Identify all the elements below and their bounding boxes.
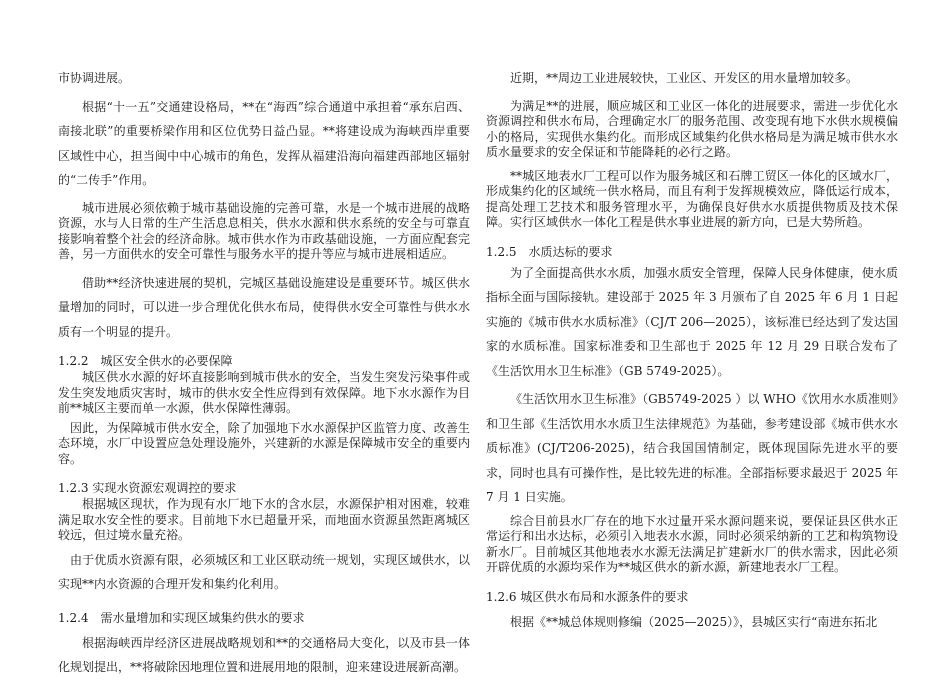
paragraph: 《生活饮用水卫生标准》（GB5749-2025 ）以 WHO《饮用水水质准则》和卫生部《生活饮用水水质卫生法律规范》为基础，参考建设部《城市供水水质标准》(CJ/T206-2025)，结合我国国情制定，既体现国际先进水平的要求，同时也具有可操作性，是比较先进的标准。全部指标要求最迟于 2025 年 7 月 1 日实施。 [486,392,898,504]
paragraph: 根据“十一五”交通建设格局，**在“海西”综合通道中承担着“承东启西、南接北联”的重要桥梁作用和区位优势日益凸显。**将建设成为海峡西岸重要区域性中心，担当闽中中心城市的角色，发挥从福建沿海向福建西部地区辐射的“二传手”作用。 [58,99,470,187]
paragraph: 近期，**周边工业进展较快，工业区、开发区的用水量增加较多。 [510,71,859,85]
paragraph: 根据城区现状，作为现有水厂地下水的含水层，水源保护相对困难，较难满足取水安全性的要求。目前地下水已超量开采，而地面水资源虽然距离城区较远，但过境水量充裕。 [58,497,470,542]
paragraph: 综合目前县水厂存在的地下水过量开采水源问题来说，要保证县区供水正常运行和出水达标，必须引入地表水水源，同时必须采纳新的工艺和构筑物设新水厂。目前城区其他地表水水源无法满足扩建新水厂的供水需求，因此必须开辟优质的水源均采作为**城区供水的新水源，新建地表水厂工程。 [486,513,898,574]
paragraph: 因此，为保障城市供水安全，除了加强地下水水源保护区监管力度、改善生态环境，水厂中设置应急处理设施外，兴建新的水源是保障城市安全的重要内容。 [58,420,470,466]
section-heading: 1.2.4 需水量增加和实现区域集约供水的要求 [58,610,305,625]
paragraph: 市协调进展。 [58,71,131,85]
right-column [486,66,898,634]
section-heading: 1.2.2 城区安全供水的必要保障 [58,354,233,368]
paragraph: 城区供水水源的好坏直接影响到城市供水的安全，当发生突发污染事件或发生突发地质灾害时，城市的供水安全性应得到有效保障。地下水水源作为目前**城区主要而单一水源，供水保障性薄弱。 [58,370,470,415]
paragraph: 借助**经济快速进展的契机，完城区基础设施建设是重要环节。城区供水量增加的同时，可以进一步合理优化供水布局，使得供水安全可靠性与供水水质有一个明显的提升。 [58,275,470,339]
section-heading: 1.2.6 城区供水布局和水源条件的要求 [486,589,689,604]
paragraph: **城区地表水厂工程可以作为服务城区和石牌工贸区一体化的区域水厂，形成集约化的区域统一供水格局，而且有利于发挥规模效应，降低运行成本，提高处理工艺技术和服务管理水平，为确保良好供水水质提供物质及技术保障。实行区域供水一体化工程是供水事业进展的新方向，已是大势所趋。 [486,168,898,229]
paragraph: 为了全面提高供水水质，加强水质安全管理，保障人民身体健康，使水质指标全面与国际接轨。建设部于 2025 年 3 月颁布了自 2025 年 6 月 1 日起实施的《城市供水水质标准》（CJ/T 206—2025），该标准已经达到了发达国家的水质标准。国家标准委和卫生部也于 2025 年 12 月 29 日联合发布了《生活饮用水卫生标准》（GB 5749-2025）。 [486,265,898,378]
left-column [58,66,470,680]
paragraph: 城市进展必须依赖于城市基础设施的完善可靠，水是一个城市进展的战略资源，水与人日常的生产生活息息相关，供水水源和供水系统的安全与可靠直接影响着整个社会的经济命脉。城市供水作为市政基础设施，一方面应配套完善，另一方面供水的安全可靠性与服务水平的提升等应与城市进展相适应。 [58,200,470,261]
paragraph: 根据海峡西岸经济区进展战略规划和**的交通格局大变化，以及市县一体化规划提出，**将破除因地理位置和进展用地的限制，迎来建设进展新高潮。 [58,635,470,674]
paragraph: 为满足**的进展，顺应城区和工业区一体化的进展要求，需进一步优化水资源调控和供水布局，合理确定水厂的服务范围、改变现有地下水供水规模偏小的格局，实现供水集约化。而形成区域集约化供水格局是为满足城市供水水质水量要求的安全保证和节能降耗的必行之路。 [486,98,898,159]
paragraph: 由于优质水资源有限，必须城区和工业区联动统一规划，实现区域供水，以实现**内水资源的合理开发和集约化利用。 [58,552,470,591]
section-heading: 1.2.3 实现水资源宏观调控的要求 [58,481,237,495]
paragraph: 根据《**城总体规则修编（2025—2025）》，县城区实行“南进东拓北 [510,614,878,629]
section-heading: 1.2.5 水质达标的要求 [486,244,613,259]
